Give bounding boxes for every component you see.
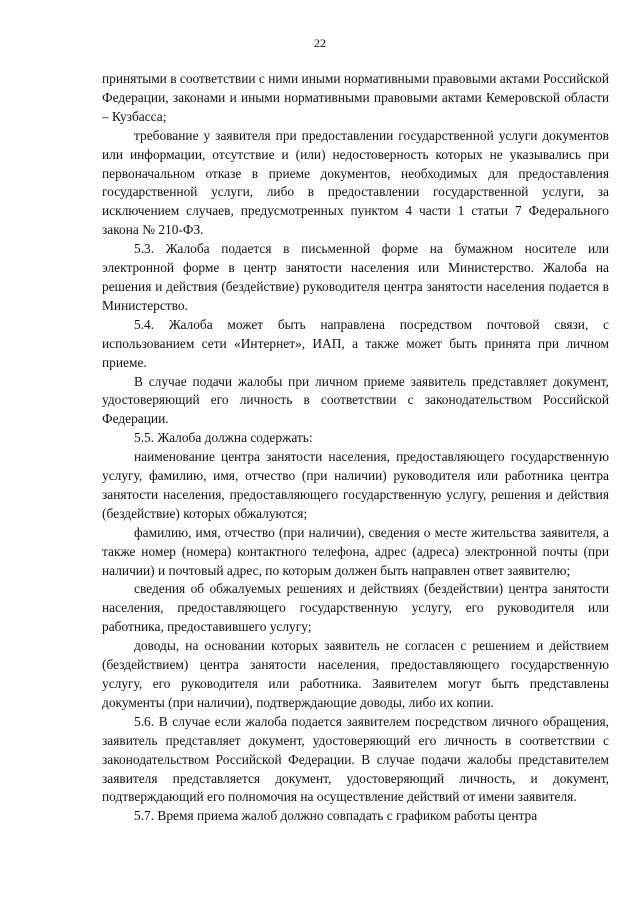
paragraph-5-7: 5.7. Время приема жалоб должно совпадать с графиком работы центра <box>134 808 538 824</box>
paragraph-5-4: 5.4. Жалоба может быть направлена посредством почтовой связи, с использованием сети «Интернет», ИАП, а также может быть принята при личном приеме. <box>102 316 609 370</box>
paragraph-requirement: требование у заявителя при предоставлении государственной услуги документов или информации, отсутствие и (или) недостоверность которых не указывались при первоначальном отказе в приеме документов, необходимых для предоставления государственной услуги, либо в предоставлении государственной услуги, за исключением случаев, предусмотренных пунктом 4 части 1 статьи 7 Федерального закона № 210-ФЗ. <box>102 127 609 238</box>
paragraph-5-3: 5.3. Жалоба подается в письменной форме на бумажном носителе или электронной форме в центр занятости населения или Министерство. Жалоба на решения и действия (бездействие) руководителя центра занятости населения подается в Министерство. <box>102 241 609 313</box>
paragraph-applicant-details: фамилию, имя, отчество (при наличии), сведения о месте жительства заявителя, а также номер (номера) контактного телефона, адрес (адреса) электронной почты (при наличии) и почтовый адрес, по которым должен быть направлен ответ заявителю; <box>102 524 609 578</box>
paragraph-employment-center-name: наименование центра занятости населения, предоставляющего государственную услугу, фамилию, имя, отчество (при наличии) руководителя или работника центра занятости населения, предоставляющего государственную услугу, решения и действия (бездействие) которых обжалуются; <box>102 449 609 521</box>
paragraph-personal-reception: В случае подачи жалобы при личном приеме заявитель представляет документ, удостоверяющий его личность в соответствии с законодательством Российской Федерации. <box>102 373 609 427</box>
paragraph-5-6: 5.6. В случае если жалоба подается заявителем посредством личного обращения, заявитель представляет документ, удостоверяющий его личность в соответствии с законодательством Российской Федерации. В случае подачи жалобы представителем заявителя представляется документ, удостоверяющий личность, и документ, подтверждающий его полномочия на осуществление действий от имени заявителя. <box>102 713 609 805</box>
paragraph-arguments: доводы, на основании которых заявитель не согласен с решением и действием (бездействием) центра занятости населения, предоставляющего государственную услугу, его руководителя или работника. Заявителем могут быть представлены документы (при наличии), подтверждающие доводы, либо их копии. <box>102 638 609 710</box>
paragraph-5-5: 5.5. Жалоба должна содержать: <box>134 430 313 446</box>
page-number: 22 <box>314 36 326 50</box>
paragraph-continuation: принятыми в соответствии с ними иными нормативными правовыми актами Российской Федерации, законами и иными нормативными правовыми актами Кемеровской области – Кузбасса; <box>102 71 609 124</box>
document-body <box>102 70 609 826</box>
paragraph-appealed-decisions: сведения об обжалуемых решениях и действиях (бездействии) центра занятости населения, предоставляющего государственную услугу, его руководителя или работника, предоставившего услугу; <box>102 581 609 635</box>
